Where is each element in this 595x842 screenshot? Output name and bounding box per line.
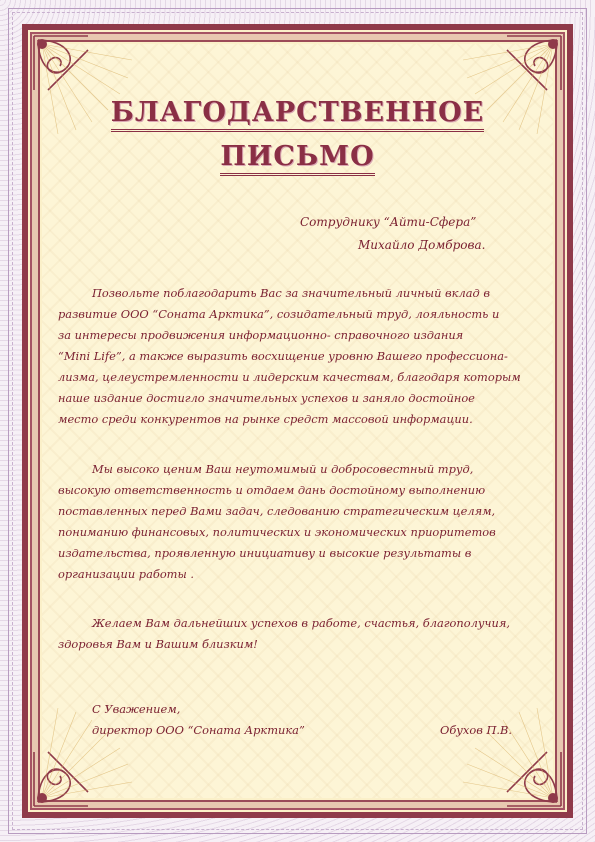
paragraph-1 <box>58 283 540 430</box>
paragraph-line: Желаем Вам дальнейших успехов в работе, счастья, благополучия, <box>92 616 511 630</box>
paragraph-line: место среди конкурентов на рынке средст массовой информации. <box>58 412 473 426</box>
paragraph-line: высокую ответственность и отдаем дань достойному выполнению <box>58 483 486 497</box>
letter-title <box>0 97 595 132</box>
signature-name: Обухов П.В. <box>440 723 512 737</box>
signature-greeting: С Уважением, <box>92 702 181 716</box>
title-line-2: ПИСЬМО <box>220 141 374 176</box>
paragraph-line: Позвольте поблагодарить Вас за значительный личный вклад в <box>92 286 490 300</box>
signature-position: директор ООО “Соната Арктика” <box>92 723 305 737</box>
addressee-line-1: Сотруднику “Айти-Сфера” <box>300 215 477 229</box>
paragraph-line: “Mini Life”, а также выразить восхищение уровню Вашего профессиона- <box>58 349 508 363</box>
paragraph-3 <box>58 613 540 655</box>
paragraph-line: здоровья Вам и Вашим близким! <box>58 637 258 651</box>
addressee-line-2: Михайло Домброва. <box>358 238 486 252</box>
paragraph-line: Мы высоко ценим Ваш неутомимый и добросовестный труд, <box>92 462 474 476</box>
paragraph-line: пониманию финансовых, политических и экономических приоритетов <box>58 525 496 539</box>
paragraph-2 <box>58 459 540 585</box>
paragraph-line: наше издание достигло значительных успехов и заняло достойное <box>58 391 475 405</box>
paragraph-line: организации работы . <box>58 567 194 581</box>
title-line-1: БЛАГОДАРСТВЕННОЕ <box>111 97 485 132</box>
paragraph-line: издательства, проявленную инициативу и высокие результаты в <box>58 546 472 560</box>
paragraph-line: лизма, целеустремленности и лидерским качествам, благодаря которым <box>58 370 521 384</box>
signature-block <box>92 699 512 741</box>
addressee-block <box>300 211 485 257</box>
paragraph-line: поставленных перед Вами задач, следованию стратегическим целям, <box>58 504 496 518</box>
paragraph-line: за интересы продвижения информационно- справочного издания <box>58 328 464 342</box>
letter-title-second-line <box>0 141 595 176</box>
paragraph-line: развитие ООО “Соната Арктика”, созидательный труд, лояльность и <box>58 307 500 321</box>
